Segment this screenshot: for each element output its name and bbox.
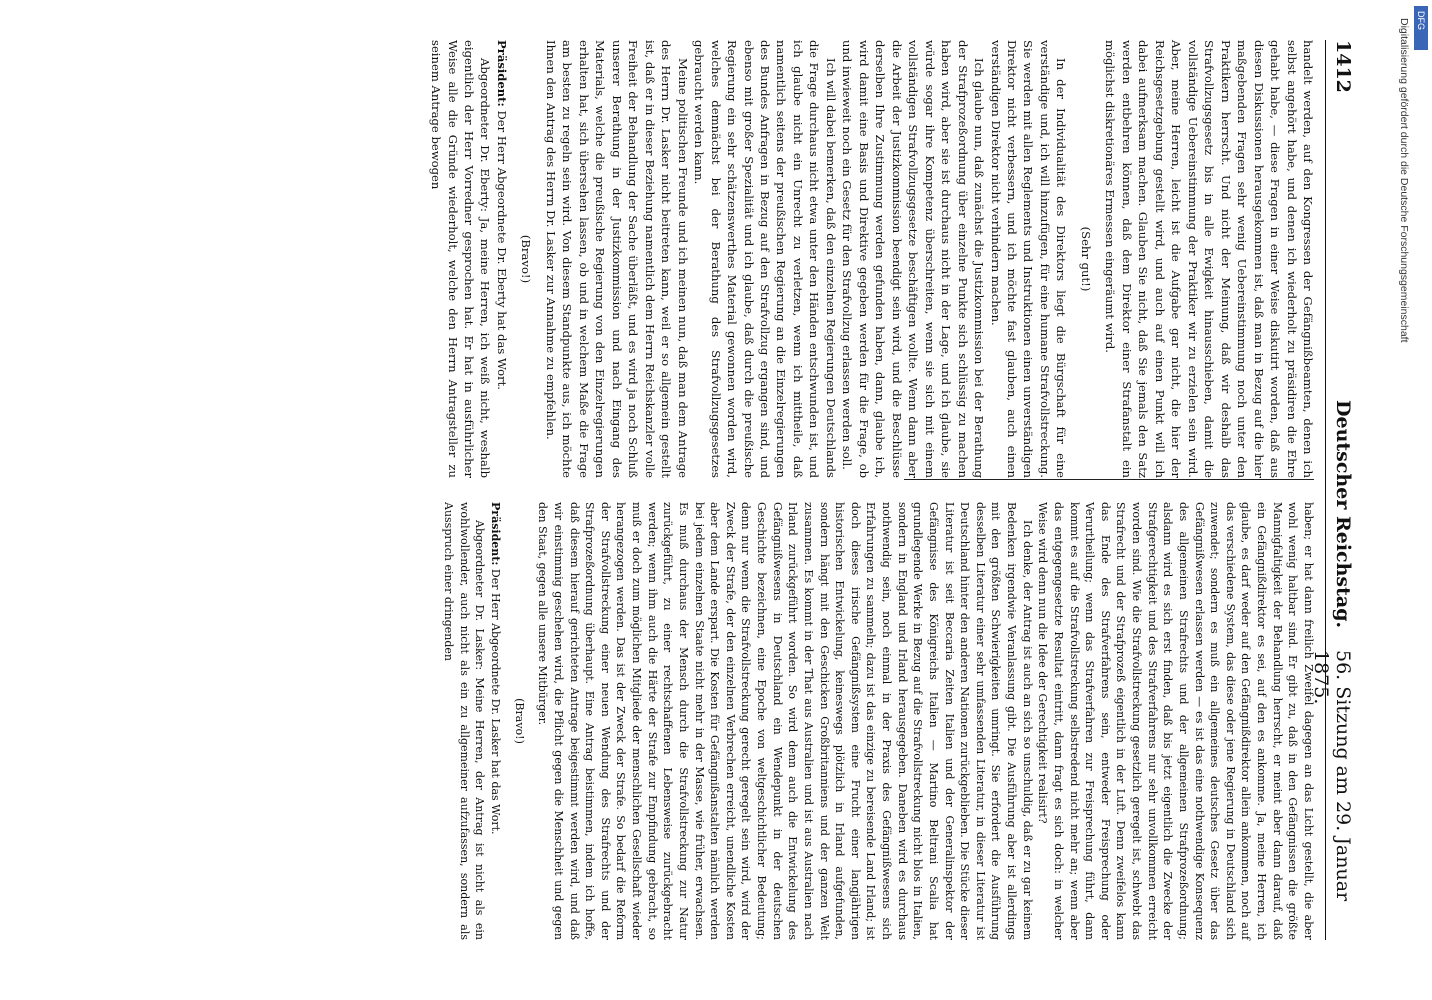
paragraph: Abgeordneter Dr. Lasker: Meine Herren, der Antrag ist nicht als ein wohlwollender, auch nicht als ein zu allgemeiner aufzufassen, sondern als Ausspruch einer dringenden (442, 502, 487, 940)
paragraph: Ich denke, der Antrag ist auch an sich so unschuldig, daß er zu gar keinem Bedenken irgendwie Veranlassung gibt. Die Ausführung aber ist allerdings mit den größten Schwierigkeiten umringt. Sie erfordert die Ausführung desselben Literatur einer sehr umfassenden Literatur, in dieser Literatur ist Deutschland hinter den anderen Nationen zurückgeblieben. Die Stücke dieser Literatur ist seit Beccaria Zeiten Italien und der Generalinspektor der Gefängnisse des Königreichs Italien — Martino Beltrani Scalia hat grundlegende Werke in Bezug auf die Strafvollstreckung nicht blos in Italien, sondern in England und Irland herausgegeben. Daneben wird es durchaus nothwendig sein, noch einmal in der Praxis des Gefängnißwesens sich Erfahrungen zu sammeln; dazu ist das einzige zu bereisende Land Irland; ist doch dieses irische Gefängnißsystem eine Frucht einer langjährigen historischen Entwickelung, keineswegs plötzlich in Irland aufgefunden, sondern hängt mit den Geschicken Großbritanniens und der ganzen Welt zusammen. Es kommt in der That aus Australien und ist aus Australien nach Irland zurückgeführt worden. So wird denn auch die Entwickelung des Gefängnißwesens in Deutschland ein Wendepunkt in der deutschen Geschichte bezeichnen, eine Epoche von weltgeschichtlicher Bedeutung; denn nur wenn die Strafvollstreckung gerecht geregelt sein wird, wird der Zweck der Strafe, der den einzelnen Verbrechen erreicht, unendliche Kosten aber dem Lande erspart. Die Kosten für Gefängnißanstalten nämlich werden bei jedem einzelnen Staate nicht mehr in der Masse, wie früher, erwachsen. Es muß durchaus der Mensch durch die Strafvollstreckung zur Natur zurückgeführt, zu einer rechtschaffenen Lebensweise zurückgebracht werden; wenn ihm auch die Härte der Strafe zur Empfindung gebracht, so muß er doch zum möglichen Mitgliede der menschlichen Gesellschaft wieder herangezogen werden. Das ist der Zweck der Strafe. So bedarf die Reform der Strafvollstreckung einer neuen Wendung des Strafrechts und der Strafprozeßordnung überhaupt. Eine Antrag beistimmen, indem ich hoffe, daß diesem hierauf gerichteten Antrage beigestimmt werden wird, und daß wir einstimmig geschehen wird, die Pflicht gegen die Menschheit und gegen den Staat, gegen alle unsere Mitbürger. (536, 502, 1034, 940)
page-title: Deutscher Reichstag. (1332, 400, 1354, 629)
speaker-label: Präsident: (489, 502, 503, 566)
right-column (441, 502, 1316, 940)
column-divider (904, 479, 1314, 480)
paragraph: Ich glaube nun, daß zunächst die Justizkommission bei der Berathung der Strafprozeßordnung über einzelne Punkte sich schlüssig zu machen haben wird, aber sie ist durchaus nicht in der Lage, und ich glaube, sie würde sogar ihre Kompetenz überschreiten, wenn sie sich mit einem vollständigen Strafvollzugsgesetze beschäftigen wollte. Wenn dann aber die Arbeit der Justizkommission beendigt sein wird, und die Beschlüsse derselben Ihre Zustimmung werden gefunden haben, dann, glaube ich, wird damit eine Basis und Direktive gegeben werden für die Frage, ob und inwieweit noch ein Gesetz für den Strafvollzug erlassen werden soll. (840, 40, 987, 478)
speaker-text: Der Herr Abgeordnete Dr. Lasker hat das Wort. (489, 565, 503, 835)
dfg-badge-text: DFG (1416, 11, 1426, 30)
paragraph: Ich will dabei bemerken, daß den einzelnen Regierungen Deutschlands die Frage durchaus nicht etwa unter den Händen entschwunden ist, und ich glaube nicht ein Unrecht zu verletzen, wenn ich mittheile, daß namentlich seitens der preußischen Regierung an die Einzelregierungen des Bundes Anfragen in Bezug auf den Strafvollzug ergangen sind, und ebenso mit großer Spezialität und ich glaube, daß durch die preußische Regierung ein sehr schätzenswerthes Material gewonnen worden wird, welches demnächst bei der Berathung des Strafvollzugsgesetzes gebraucht werden kann. (692, 40, 838, 478)
paragraph (488, 502, 504, 940)
paragraph: Abgeordneter Dr. Eberty: Ja, meine Herren, ich weiß nicht, weshalb eigentlich der Herr Vorredner gesprochen hat. Er hat in ausführlicher Weise alle die Gründe wiederholt, welche den Herrn Antragsteller zu seinem Antrage bewogen (429, 40, 493, 478)
speaker-text: Der Herr Abgeordnete Dr. Eberty hat das Wort. (494, 106, 509, 390)
page-header (1310, 40, 1360, 940)
paragraph: handelt werden, auf den Kongressen der Gefängnißbeamten, denen ich selbst angehört habe, und denen ich wiederholt zu präsidiren die Ehre gehabt habe, — diese Fragen in einer Weise diskutirt worden, daß aus diesen Diskussionen herausgekommen ist, daß man in Bezug auf die hier maßgebenden Fragen sehr wenig Uebereinstimmung noch unter den Praktikern herrscht. Und nicht der Meinung, daß wir deshalb das Strafvollzugsgesetz bis in alle Ewigkeit hinausschieben, damit die vollständige Uebereinstimmung der Praktiker wir zu erzielen sein wird. Aber, meine Herren, leicht ist die Aufgabe gar nicht, die hier der Reichsgesetzgebung gestellt wird, und auch auf einen Punkt will ich dabei aufmerksam machen. Glauben Sie nicht, daß Sie jemals den Satz werden entbehren können, daß dem Direktor einer Strafanstalt ein möglichst diskretionäres Ermessen eingeräumt wird. (1103, 40, 1315, 478)
speaker-label: Präsident: (494, 40, 509, 107)
paragraph (494, 40, 510, 478)
applause-note: (Bravo!) (519, 234, 534, 284)
dfg-logo (1414, 6, 1428, 50)
applause-note: (Sehr gut!) (1078, 226, 1093, 292)
left-column (428, 40, 1316, 478)
credit-text: Digitalisierung gefördert durch die Deutsche Forschungsgemeinschaft (1398, 18, 1410, 343)
applause-note: (Bravo!) (512, 698, 526, 744)
paragraph: haben; er hat dann freilich Zweifel dagegen an das Licht gestellt, die aber wohl wenig haltbar sind. Er gibt zu, daß in den Gefängnissen die größte Mannigfaltigkeit der Behandlung herrscht, er meint aber dann darauf, daß ein Gefängnißdirektor es sei, auf den es ankomme. Ja, meine Herren, ich glaube, es darf weder auf den Gefängnißdirektor allein ankommen, noch auf das verschiedene System, das diese oder jene Regierung in Deutschland sich zuwendet; sondern es muß ein allgemeines deutsches Gesetz über das Gefängnißwesen erlassen werden — es ist das eine nothwendige Konsequenz des allgemeinen Strafrechts und der allgemeinen Strafprozeßordnung; alsdann wird es sich erst finden, daß bis jetzt eigentlich die Zwecke der Strafgerechtigkeit und des Strafverfahrens nur sehr unvollkommen erreicht worden sind. Wie die Strafvollstreckung gesetzlich geregelt ist, schwebt das Strafrecht und der Strafprozeß eigentlich in der Luft. Denn zweifelos kann das Ende des Strafverfahrens sein, entweder Freisprechung oder Verurtheilung; wenn das Strafverfahren zur Freisprechung führt, dann kommt es auf die Strafvollstreckung selbstredend nicht mehr an; wenn aber das entgegengesetzte Resultat eintritt, dann fragt es sich doch: in welcher Weise wird denn nun die Idee der Gerechtigkeit realisirt? (1036, 502, 1315, 940)
paragraph: Meine politischen Freunde und ich meinen nun, daß man dem Antrage des Herrn Dr. Lasker nicht beitreten kann, weil er so allgemein gestellt ist, daß er in dieser Beziehung namentlich dem Herrn Reichskanzler volle Freiheit der Behandlung der Sache überläßt, und es wird ja noch Schluß unserer Berathung in der Justizkommission und nach Eingang des Materials, welche die preußische Regierung von den Einzelregierungen erhalten hat, sich übersehen lassen, ob und in welchem Maße die Frage am besten zu regeln sein wird. Von diesem Standpunkte aus, ich möchte Ihnen den Antrag des Herrn Dr. Lasker zur Annahme zu empfehlen. (543, 40, 690, 478)
paragraph: In der Individualität des Direktors liegt die Bürgschaft für eine verständige und, ich will hinzufügen, für eine humane Strafvollstreckung. Sie werden mit allen Reglements und Instruktionen einen unverständigen Direktor nicht verbessern, und ich möchte fast glauben, auch einen verständigen Direktor nicht verhindern machen. (988, 40, 1069, 478)
page-number: 1412 (1332, 40, 1354, 93)
session-label: 56. Sitzung am 29. Januar 1875. (1310, 650, 1354, 902)
